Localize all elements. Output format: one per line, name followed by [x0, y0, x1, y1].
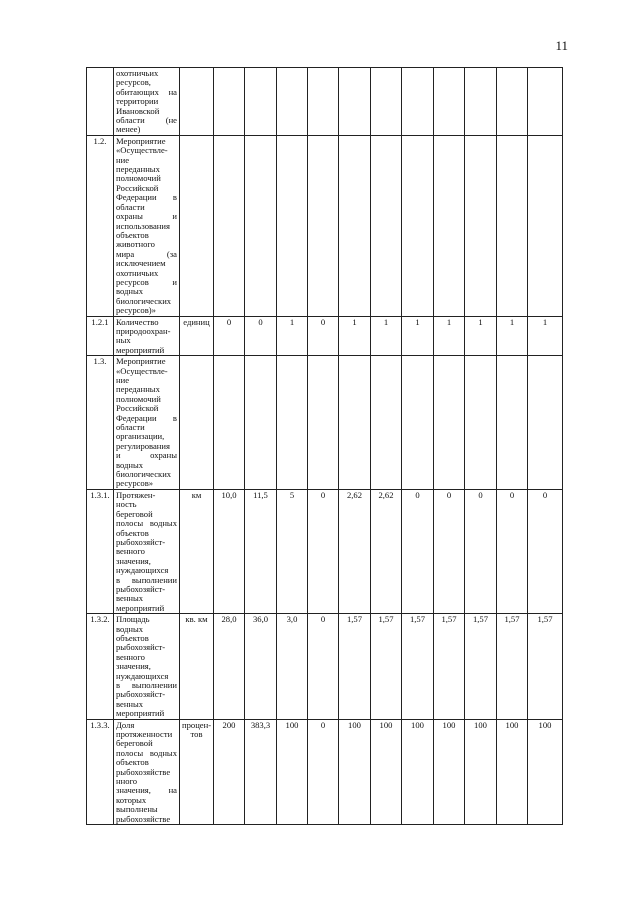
value-cell — [339, 68, 371, 136]
value-cell — [245, 135, 277, 316]
indicator-name-line: полосы водных — [116, 747, 177, 758]
indicator-name-line: ресурсов, — [116, 77, 151, 88]
value-cell: 0 — [308, 489, 339, 613]
indicator-name-line: значения, — [116, 555, 151, 566]
indicator-name-line: Протяжен- — [116, 489, 156, 500]
table-row — [87, 489, 563, 613]
indicator-name-line: ных — [116, 335, 131, 346]
indicator-name-line: выполнены — [116, 804, 158, 815]
indicator-name-line: объектов — [116, 527, 149, 538]
indicator-name-line: водных — [116, 286, 144, 297]
indicator-name-line: Федерации в — [116, 192, 177, 203]
indicator-name-line: Площадь — [116, 614, 150, 625]
indicator-name-line: значения, на — [116, 785, 177, 796]
indicator-name-line: береговой — [116, 738, 153, 749]
indicator-name-line: в выполнении — [116, 574, 177, 585]
page-number: 11 — [555, 38, 568, 53]
indicator-name-line: венного — [116, 546, 145, 557]
value-cell: 100 — [434, 719, 465, 824]
unit-cell: единиц — [180, 316, 214, 356]
table-body — [87, 68, 563, 825]
row-number-cell — [87, 68, 114, 136]
indicator-name-line: Доля — [116, 719, 135, 730]
value-cell: 2,62 — [371, 489, 402, 613]
value-cell: 0 — [402, 489, 434, 613]
value-cell: 1,57 — [402, 614, 434, 719]
value-cell — [402, 68, 434, 136]
row-number-cell: 1.2.1 — [87, 316, 114, 356]
value-cell: 100 — [371, 719, 402, 824]
indicator-name-line: «Осуществле- — [116, 365, 168, 376]
indicator-name-line: использования — [116, 220, 170, 231]
value-cell: 1 — [339, 316, 371, 356]
indicator-name-line: рыбохозяйст- — [116, 536, 166, 547]
value-cell: 36,0 — [245, 614, 277, 719]
value-cell: 0 — [434, 489, 465, 613]
indicator-name-cell — [114, 316, 180, 356]
indicator-name-line: в выполнении — [116, 680, 177, 690]
indicator-name-line: Мероприятие — [116, 135, 166, 146]
indicator-name-line: нного — [116, 776, 138, 787]
indicator-name-line: рыбохозяйст- — [116, 689, 166, 700]
value-cell: 1,57 — [371, 614, 402, 719]
indicator-name-line: мероприятий — [116, 344, 165, 355]
value-cell — [308, 68, 339, 136]
indicator-name-line: регулирования — [116, 440, 170, 451]
indicator-name-line: менее) — [116, 124, 141, 135]
row-number-cell: 1.3. — [87, 356, 114, 490]
value-cell: 100 — [339, 719, 371, 824]
value-cell: 1 — [371, 316, 402, 356]
indicator-name-line: ресурсов)» — [116, 305, 156, 316]
indicator-name-cell — [114, 719, 180, 824]
value-cell — [277, 135, 308, 316]
value-cell: 1 — [277, 316, 308, 356]
value-cell: 1,57 — [497, 614, 528, 719]
unit-cell: кв. км — [180, 614, 214, 719]
row-number-cell: 1.3.1. — [87, 489, 114, 613]
indicator-name-cell — [114, 135, 180, 316]
indicator-name-line: полномочий — [116, 393, 161, 404]
indicator-name-cell — [114, 356, 180, 490]
value-cell: 3,0 — [277, 614, 308, 719]
table-row — [87, 135, 563, 316]
value-cell — [245, 356, 277, 490]
value-cell — [214, 135, 245, 316]
indicator-name-line: Российской — [116, 182, 159, 193]
value-cell: 11,5 — [245, 489, 277, 613]
indicator-name-line: охотничьих — [116, 68, 159, 78]
value-cell: 1 — [402, 316, 434, 356]
indicator-name-line: рыбохозяйст- — [116, 583, 166, 594]
table-row — [87, 356, 563, 490]
row-number-cell: 1.3.3. — [87, 719, 114, 824]
indicator-name-line: которых — [116, 794, 147, 805]
indicator-name-line: ние — [116, 375, 130, 385]
value-cell — [402, 356, 434, 490]
value-cell: 28,0 — [214, 614, 245, 719]
value-cell — [371, 68, 402, 136]
indicator-name-line: объектов — [116, 229, 149, 240]
indicator-name-line: обитающих на — [116, 86, 177, 97]
indicator-name-line: охраны и — [116, 211, 177, 222]
value-cell: 5 — [277, 489, 308, 613]
value-cell: 0 — [528, 489, 563, 613]
value-cell: 10,0 — [214, 489, 245, 613]
unit-cell — [180, 356, 214, 490]
indicator-name-line: Ивановской — [116, 105, 160, 116]
indicator-name-line: береговой — [116, 508, 153, 519]
indicator-name-line: мероприятий — [116, 602, 165, 613]
indicator-name-line: венных — [116, 698, 144, 709]
indicator-name-line: территории — [116, 96, 159, 107]
value-cell — [497, 68, 528, 136]
value-cell — [434, 135, 465, 316]
value-cell: 100 — [497, 719, 528, 824]
indicator-name-line: охотничьих — [116, 267, 159, 278]
table-row — [87, 68, 563, 136]
value-cell — [528, 356, 563, 490]
indicator-name-line: полномочий — [116, 173, 161, 184]
value-cell — [528, 68, 563, 136]
indicator-name-line: мира (за — [116, 248, 177, 259]
value-cell: 200 — [214, 719, 245, 824]
indicator-name-line: области (не — [116, 115, 177, 126]
indicator-name-line: нуждающихся — [116, 565, 169, 576]
table-row — [87, 719, 563, 824]
indicator-name-cell — [114, 614, 180, 719]
indicator-name-cell — [114, 68, 180, 136]
value-cell: 1,57 — [528, 614, 563, 719]
value-cell — [308, 135, 339, 316]
value-cell — [277, 68, 308, 136]
indicator-name-line: «Осуществле- — [116, 145, 168, 156]
value-cell — [434, 356, 465, 490]
indicator-name-line: объектов — [116, 757, 149, 768]
indicator-name-line: протяженности — [116, 729, 173, 740]
value-cell — [371, 356, 402, 490]
value-cell — [308, 356, 339, 490]
indicator-name-line: переданных — [116, 164, 160, 175]
row-number-cell: 1.3.2. — [87, 614, 114, 719]
value-cell — [277, 356, 308, 490]
indicator-name-line: мероприятий — [116, 708, 165, 719]
value-cell — [245, 68, 277, 136]
indicator-name-line: водных — [116, 623, 144, 634]
value-cell: 100 — [277, 719, 308, 824]
value-cell — [465, 356, 497, 490]
indicator-name-line: ность — [116, 499, 137, 510]
indicator-name-line: биологических — [116, 295, 172, 306]
value-cell: 0 — [245, 316, 277, 356]
indicator-name-line: венных — [116, 593, 144, 604]
indicator-name-line: полосы водных — [116, 518, 177, 529]
indicator-name-line: Федерации в — [116, 412, 177, 423]
unit-cell — [180, 135, 214, 316]
value-cell: 383,3 — [245, 719, 277, 824]
indicator-name-cell — [114, 489, 180, 613]
indicator-name-line: нуждающихся — [116, 670, 169, 681]
value-cell — [339, 135, 371, 316]
value-cell: 1 — [497, 316, 528, 356]
table-row — [87, 316, 563, 356]
row-number-cell: 1.2. — [87, 135, 114, 316]
indicator-name-line: водных — [116, 459, 144, 470]
indicator-name-line: венного — [116, 651, 145, 662]
indicator-name-line: значения, — [116, 661, 151, 672]
unit-cell: км — [180, 489, 214, 613]
value-cell: 100 — [528, 719, 563, 824]
indicator-name-line: животного — [116, 239, 155, 250]
value-cell — [214, 356, 245, 490]
indicator-name-line: рыбохозяйстве — [116, 766, 171, 777]
value-cell — [214, 68, 245, 136]
indicator-name-line: области — [116, 201, 145, 212]
value-cell — [465, 68, 497, 136]
unit-cell — [180, 68, 214, 136]
value-cell — [528, 135, 563, 316]
value-cell: 0 — [308, 614, 339, 719]
indicator-name-line: Мероприятие — [116, 356, 166, 367]
value-cell: 0 — [465, 489, 497, 613]
value-cell: 0 — [214, 316, 245, 356]
indicator-name-line: переданных — [116, 384, 160, 395]
indicator-name-line: Российской — [116, 403, 159, 414]
indicator-name-line: организации, — [116, 431, 165, 442]
indicator-name-line: ние — [116, 154, 130, 165]
value-cell: 1 — [465, 316, 497, 356]
indicator-name-line: рыбохозяйстве — [116, 813, 171, 824]
indicators-table — [86, 67, 563, 825]
value-cell: 100 — [402, 719, 434, 824]
value-cell: 2,62 — [339, 489, 371, 613]
indicator-name-line: ресурсов» — [116, 478, 154, 489]
value-cell: 1,57 — [434, 614, 465, 719]
value-cell: 1 — [528, 316, 563, 356]
value-cell: 100 — [465, 719, 497, 824]
indicator-name-line: области — [116, 422, 145, 433]
indicator-name-line: исключением — [116, 258, 166, 269]
value-cell — [497, 356, 528, 490]
indicator-name-line: рыбохозяйст- — [116, 642, 166, 653]
value-cell — [434, 68, 465, 136]
indicator-name-line: биологических — [116, 469, 172, 480]
indicator-name-line: объектов — [116, 632, 149, 643]
indicator-name-line: и охраны — [116, 450, 177, 461]
value-cell — [371, 135, 402, 316]
value-cell: 1,57 — [339, 614, 371, 719]
value-cell: 1,57 — [465, 614, 497, 719]
value-cell: 1 — [434, 316, 465, 356]
value-cell — [402, 135, 434, 316]
value-cell: 0 — [497, 489, 528, 613]
indicator-name-line: природоохран- — [116, 325, 171, 336]
value-cell: 0 — [308, 719, 339, 824]
table-row — [87, 614, 563, 719]
value-cell — [465, 135, 497, 316]
indicator-name-line: ресурсов и — [116, 276, 177, 287]
unit-cell: процен-тов — [180, 719, 214, 824]
value-cell: 0 — [308, 316, 339, 356]
value-cell — [339, 356, 371, 490]
indicator-name-line: Количество — [116, 316, 159, 327]
value-cell — [497, 135, 528, 316]
